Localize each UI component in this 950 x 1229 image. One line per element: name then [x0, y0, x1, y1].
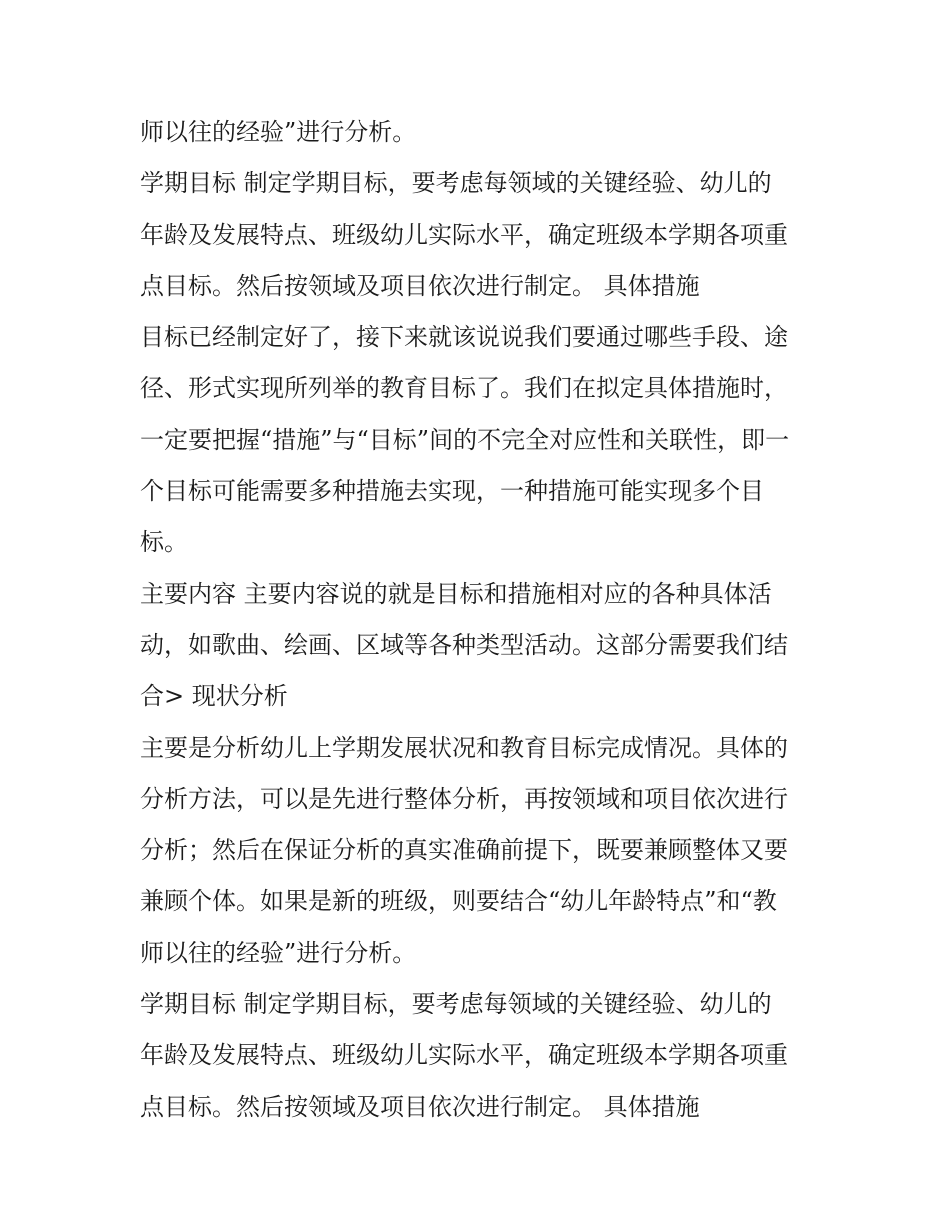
document-body	[140, 107, 820, 1133]
text-line: 径、形式实现所列举的教育目标了。我们在拟定具体措施时，	[140, 374, 788, 403]
text-line: 标。	[140, 528, 188, 557]
text-line: 个目标可能需要多种措施去实现，一种措施可能实现多个目	[140, 477, 764, 506]
text-line: 动，如歌曲、绘画、区域等各种类型活动。这部分需要我们结	[140, 630, 788, 659]
text-line: 分析；然后在保证分析的真实准确前提下，既要兼顾整体又要	[140, 836, 788, 865]
text-line: 点目标。然后按领域及项目依次进行制定。 具体措施	[140, 1092, 700, 1121]
text-line: 师以往的经验”进行分析。	[140, 118, 417, 146]
text-line: 主要是分析幼儿上学期发展状况和教育目标完成情况。具体的	[140, 733, 788, 762]
text-line: 兼顾个体。如果是新的班级，则要结合“幼儿年龄特点”和“教	[140, 887, 777, 916]
text-line: 点目标。然后按领域及项目依次进行制定。 具体措施	[140, 271, 700, 300]
text-line: 目标已经制定好了，接下来就该说说我们要通过哪些手段、途	[140, 323, 788, 352]
text-line: 年龄及发展特点、班级幼儿实际水平，确定班级本学期各项重	[140, 220, 788, 249]
text-line: 年龄及发展特点、班级幼儿实际水平，确定班级本学期各项重	[140, 1041, 788, 1070]
text-line: 分析方法，可以是先进行整体分析，再按领域和项目依次进行	[140, 784, 788, 813]
text-line: 学期目标 制定学期目标，要考虑每领域的关键经验、幼儿的	[140, 990, 772, 1019]
text-line: 合> 现状分析	[140, 682, 288, 711]
text-line: 学期目标 制定学期目标，要考虑每领域的关键经验、幼儿的	[140, 169, 772, 198]
text-line: 一定要把握“措施”与“目标”间的不完全对应性和关联性，即一	[140, 425, 790, 454]
text-line: 主要内容 主要内容说的就是目标和措施相对应的各种具体活	[140, 579, 772, 608]
text-line: 师以往的经验”进行分析。	[140, 938, 417, 967]
